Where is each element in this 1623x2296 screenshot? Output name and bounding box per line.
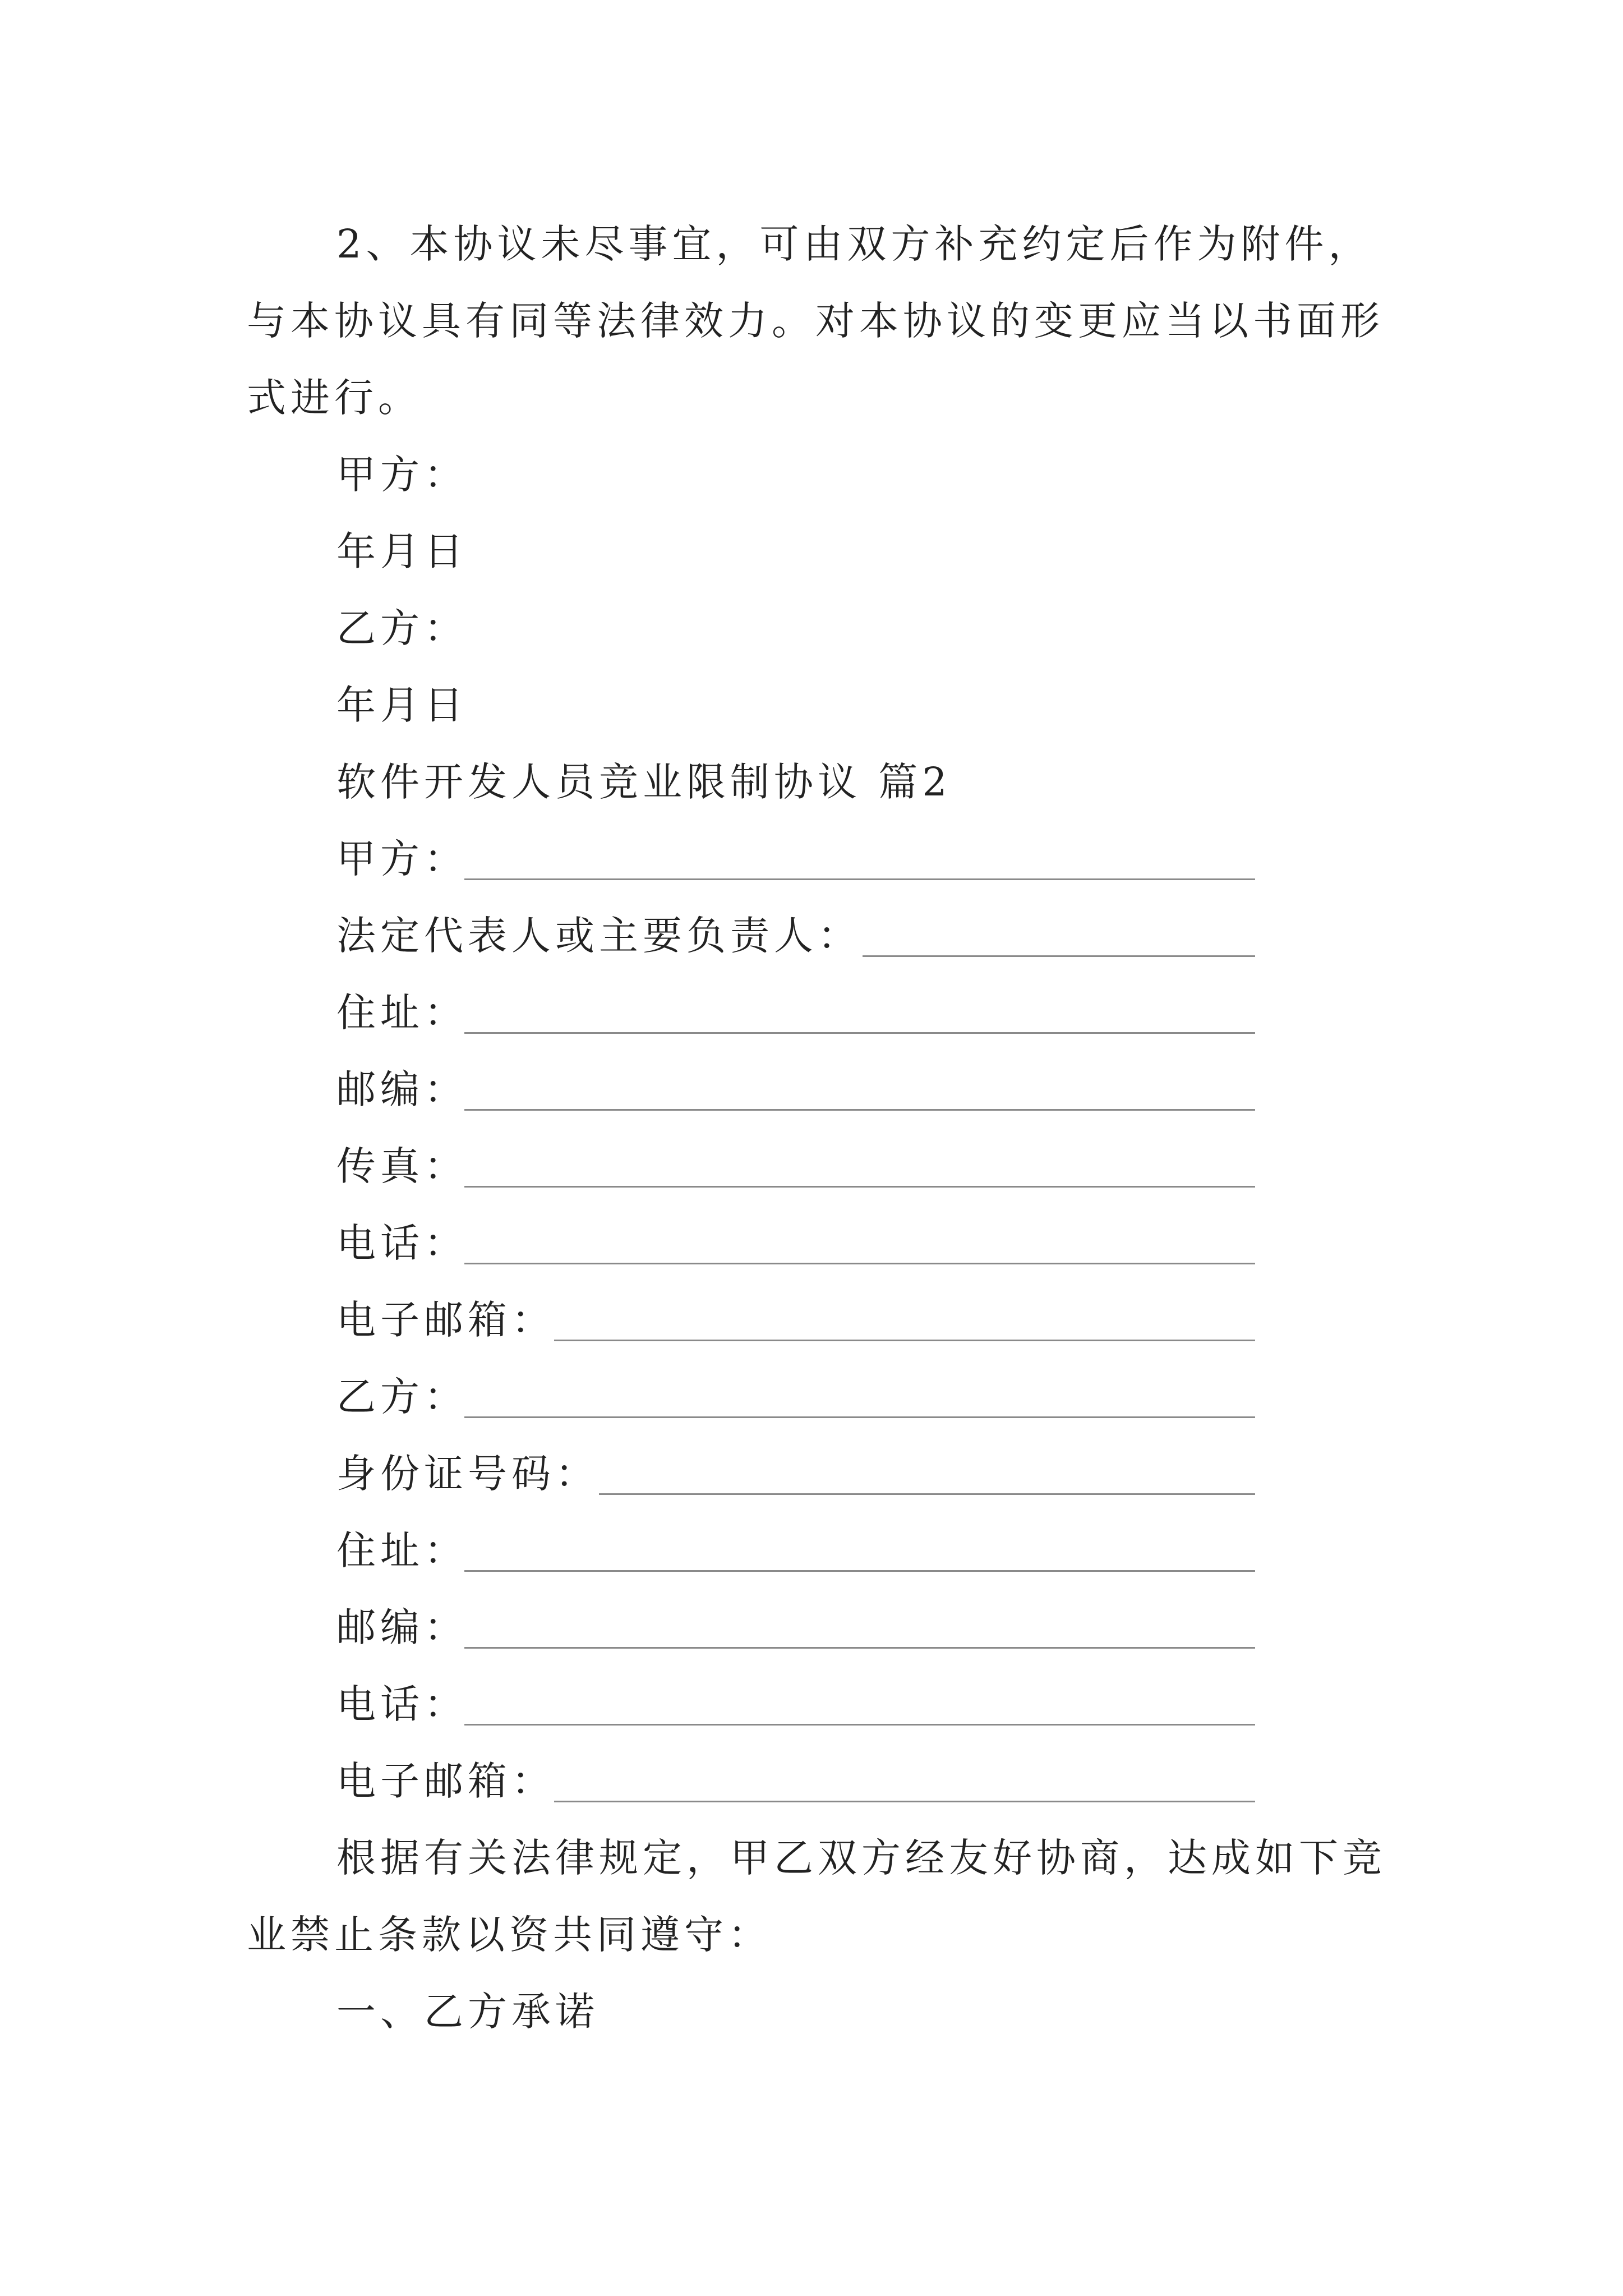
form-party-b-label: 乙方： [336,1374,468,1420]
form-party-a-postcode-label: 邮编： [336,1066,468,1112]
form-legal-rep-label: 法定代表人或主要负责人： [336,913,861,959]
form-party-b-email-blank[interactable] [554,1801,1255,1802]
form-party-a-email-label: 电子邮箱： [336,1297,555,1343]
form-party-a-blank[interactable] [464,878,1255,880]
form-party-a-label: 甲方： [336,836,468,882]
form-party-b-blank[interactable] [464,1416,1255,1418]
paragraph-basis-line-2: 业禁止条款以资共同遵守： [247,1912,772,1958]
form-party-b-address-label: 住址： [336,1527,468,1573]
form-party-a-email-blank[interactable] [554,1340,1255,1341]
form-party-b-phone-blank[interactable] [464,1724,1255,1726]
paragraph-basis-line-1: 根据有关法律规定，甲乙双方经友好协商，达成如下竞 [336,1835,1386,1881]
section-title: 软件开发人员竞业限制协议 篇2 [336,759,952,805]
heading-one: 一、乙方承诺 [336,1989,599,2035]
paragraph-clause-2-line-2: 与本协议具有同等法律效力。对本协议的变更应当以书面形 [247,298,1384,344]
form-party-a-postcode-blank[interactable] [464,1109,1255,1111]
paragraph-clause-2-line-3: 式进行。 [247,375,422,421]
form-id-number-label: 身份证号码： [336,1451,599,1497]
form-party-b-postcode-label: 邮编： [336,1604,468,1650]
form-party-a-fax-blank[interactable] [464,1186,1255,1188]
form-party-b-postcode-blank[interactable] [464,1647,1255,1649]
paragraph-clause-2-line-1: 2、本协议未尽事宜，可由双方补充约定后作为附件， [336,221,1372,267]
signature-date-b-label: 年月日 [336,682,468,728]
signature-party-a-label: 甲方： [336,452,468,498]
form-party-b-phone-label: 电话： [336,1681,468,1727]
signature-date-a-label: 年月日 [336,528,468,574]
form-legal-rep-blank[interactable] [863,955,1255,957]
form-id-number-blank[interactable] [599,1493,1255,1495]
signature-party-b-label: 乙方： [336,605,468,651]
form-party-a-phone-label: 电话： [336,1220,468,1266]
form-party-a-phone-blank[interactable] [464,1263,1255,1264]
form-party-a-fax-label: 传真： [336,1143,468,1189]
form-party-b-email-label: 电子邮箱： [336,1758,555,1804]
form-party-a-address-blank[interactable] [464,1032,1255,1034]
form-party-b-address-blank[interactable] [464,1570,1255,1572]
form-party-a-address-label: 住址： [336,990,468,1036]
